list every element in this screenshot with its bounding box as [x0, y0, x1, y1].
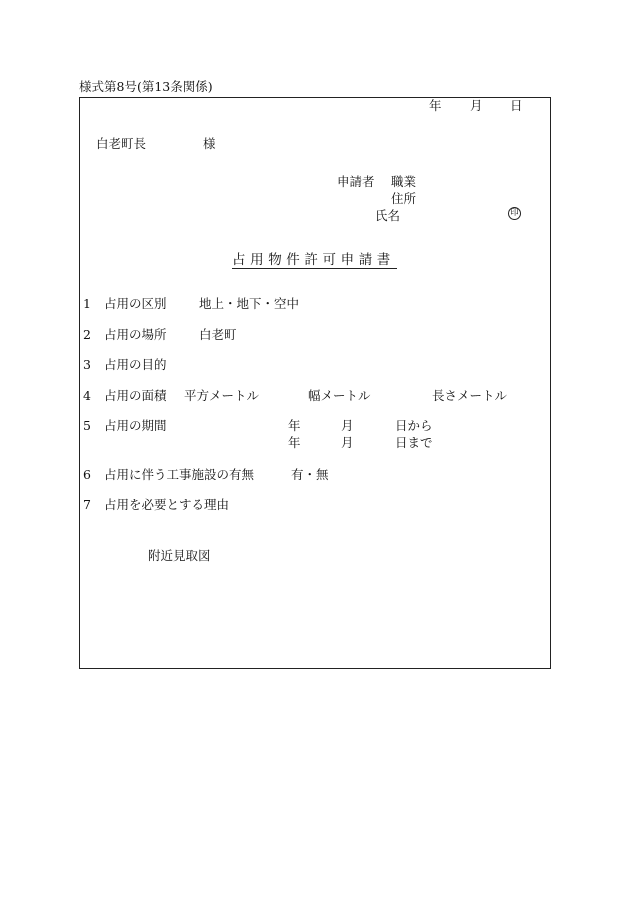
- name-field[interactable]: 氏名: [375, 208, 401, 223]
- item-6-number: 6: [83, 467, 91, 482]
- item-2-number: 2: [83, 327, 91, 342]
- date-month-field[interactable]: 月: [470, 98, 483, 113]
- period-to-year-field[interactable]: 年: [288, 435, 301, 450]
- form-number-label: 様式第8号(第13条関係): [79, 79, 213, 94]
- item-5-label: 占用の期間: [104, 418, 167, 433]
- addressee-honorific: 様: [203, 136, 216, 151]
- addressee-name: 白老町長: [96, 136, 147, 151]
- period-from-day-field[interactable]: 日から: [395, 418, 433, 433]
- item-4-width-field[interactable]: 幅メートル: [308, 388, 371, 403]
- item-7-number: 7: [83, 497, 91, 512]
- applicant-label: 申請者: [337, 174, 375, 189]
- seal-mark: 印: [508, 207, 521, 220]
- item-4-length-field[interactable]: 長さメートル: [432, 388, 508, 403]
- item-2-location-field[interactable]: 白老町: [199, 327, 237, 342]
- item-1-number: 1: [83, 296, 91, 311]
- title-underline: [232, 268, 397, 269]
- item-3-label: 占用の目的: [104, 357, 167, 372]
- date-day-field[interactable]: 日: [510, 98, 523, 113]
- period-to-day-field[interactable]: 日まで: [395, 435, 433, 450]
- item-7-label: 占用を必要とする理由: [104, 497, 230, 512]
- period-to-month-field[interactable]: 月: [341, 435, 354, 450]
- item-4-label: 占用の面積: [104, 388, 167, 403]
- form-frame: [79, 97, 551, 669]
- date-year-field[interactable]: 年: [429, 98, 442, 113]
- item-4-number: 4: [83, 388, 91, 403]
- item-3-number: 3: [83, 357, 91, 372]
- period-from-year-field[interactable]: 年: [288, 418, 301, 433]
- address-field[interactable]: 住所: [391, 191, 417, 206]
- item-6-label: 占用に伴う工事施設の有無: [104, 467, 255, 482]
- item-6-options[interactable]: 有・無: [291, 467, 329, 482]
- period-from-month-field[interactable]: 月: [341, 418, 354, 433]
- item-5-number: 5: [83, 418, 91, 433]
- vicinity-map-label: 附近見取図: [148, 548, 211, 563]
- item-1-options[interactable]: 地上・地下・空中: [199, 296, 300, 311]
- item-2-label: 占用の場所: [104, 327, 167, 342]
- document-title: 占用物件許可申請書: [232, 252, 395, 268]
- occupation-field[interactable]: 職業: [391, 174, 417, 189]
- item-1-label: 占用の区別: [104, 296, 167, 311]
- item-4-area-field[interactable]: 平方メートル: [184, 388, 260, 403]
